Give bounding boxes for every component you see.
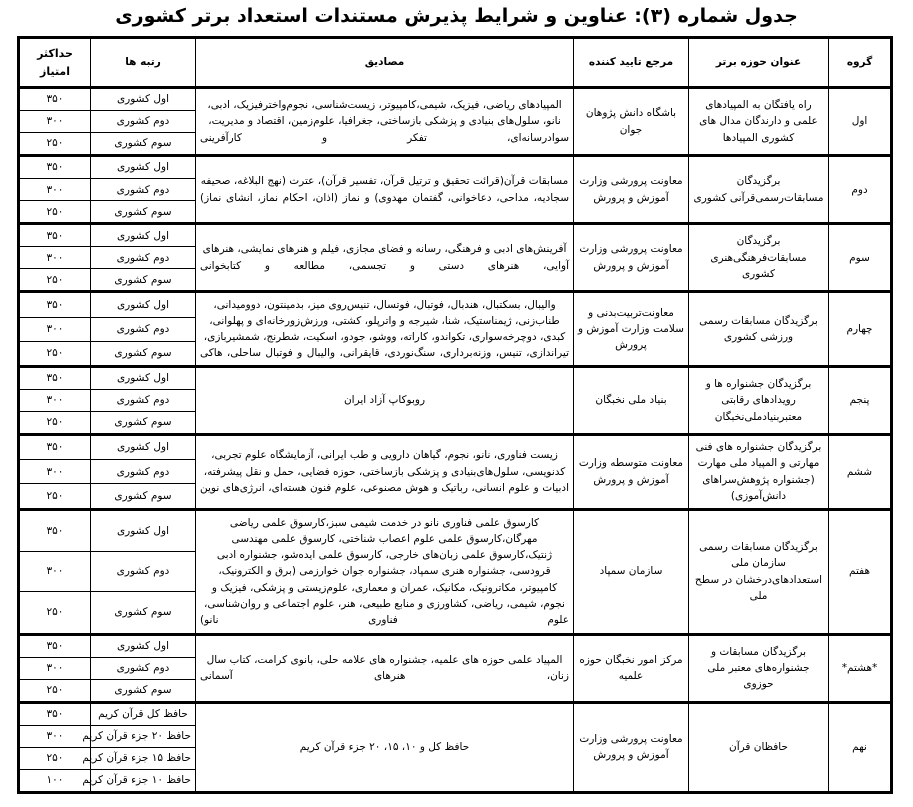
cell-group: چهارم: [829, 292, 892, 367]
cell-max-score: ۲۵۰: [19, 411, 91, 434]
table-row: [19, 292, 892, 317]
cell-field-title: حافظان قرآن: [689, 702, 829, 792]
cell-max-score: ۲۵۰: [19, 133, 91, 156]
cell-group: *هشتم*: [829, 634, 892, 702]
cell-rank: دوم کشوری: [91, 389, 196, 411]
cell-rank: اول کشوری: [91, 292, 196, 317]
cell-rank: سوم کشوری: [91, 592, 196, 634]
cell-rank: حافظ کل قرآن کریم: [91, 702, 196, 725]
cell-max-score: ۳۰۰: [19, 111, 91, 133]
cell-examples: مسابقات قرآن(قرائت تحقیق و ترتیل قرآن، تفسیر قرآن)، عترت (نهج البلاغه، صحیفه سجادیه، مداحی، دعاخوانی، گفتمان مهدوی) و نماز (اذان، احکام نماز، انشای نماز): [196, 156, 574, 224]
cell-rank: سوم کشوری: [91, 679, 196, 702]
table-row: [19, 434, 892, 459]
column-header-ranks: رتبه ها: [91, 38, 196, 88]
cell-rank: اول کشوری: [91, 634, 196, 657]
cell-rank: دوم کشوری: [91, 551, 196, 591]
cell-field-title: برگزیدگان مسابقات‌فرهنگی‌هنری کشوری: [689, 224, 829, 292]
cell-field-title: برگزیدگان جشنواره ها و رویدادهای رقابتی معتبربنیادملی‌نخبگان: [689, 366, 829, 434]
cell-max-score: ۳۰۰: [19, 657, 91, 679]
column-header-max-score: حداکثر امتیاز: [19, 38, 91, 88]
cell-field-title: برگزیدگان مسابقات‌رسمی‌قرآنی کشوری: [689, 156, 829, 224]
table-row: [19, 634, 892, 657]
column-header-group: گروه: [829, 38, 892, 88]
table-row: [19, 156, 892, 179]
cell-examples: روبوکاپ آزاد ایران: [196, 366, 574, 434]
column-header-examples: مصادیق: [196, 38, 574, 88]
table-row: [19, 702, 892, 725]
cell-max-score: ۳۰۰: [19, 460, 91, 484]
cell-rank: سوم کشوری: [91, 411, 196, 434]
cell-rank: حافظ ۱۵ جزء قرآن کریم: [91, 747, 196, 769]
cell-max-score: ۳۵۰: [19, 224, 91, 247]
cell-max-score: ۲۵۰: [19, 484, 91, 509]
cell-examples: والیبال، بسکتبال، هندبال، فوتبال، فوتسال، تنیس‌روی میز، بدمینتون، دوومیدانی، طناب‌زنی، ژیمناستیک، شنا، شیرجه و واترپلو، کشتی، ورزش‌زورخانه‌ای و پهلوانی، کبدی، دوچرخه‌سواری، تکواندو، کاراته، ووشو، جودو، اسکیت، شطرنج، شمشیربازی، تیراندازی، تنیس، وزنه‌برداری، سنگ‌نوردی، قایقرانی، والیبال و فوتبال ساحلی، هاکی: [196, 292, 574, 367]
cell-group: سوم: [829, 224, 892, 292]
table-row: [19, 366, 892, 389]
cell-rank: اول کشوری: [91, 434, 196, 459]
column-header-authority: مرجع تایید کننده: [574, 38, 689, 88]
cell-max-score: ۳۵۰: [19, 509, 91, 551]
cell-examples: زیست فناوری، نانو، نجوم، گیاهان دارویی و طب ایرانی، آزمایشگاه علوم تجربی، کدنویسی، سلول‌های‌بنیادی و پزشکی بازساختی، حوزه فضایی، حمل و نقل پیشرفته، ادبیات و علوم انسانی، رباتیک و هوش مصنوعی، علوم فنون هسته‌ای، انرژی‌های نوین: [196, 434, 574, 509]
cell-max-score: ۳۰۰: [19, 317, 91, 341]
cell-group: اول: [829, 88, 892, 156]
cell-rank: اول کشوری: [91, 88, 196, 111]
cell-max-score: ۲۵۰: [19, 747, 91, 769]
cell-approving-authority: مرکز امور نخبگان حوزه علمیه: [574, 634, 689, 702]
table-container: [20, 36, 893, 794]
cell-approving-authority: معاونت پرورشی وزارت آموزش و پرورش: [574, 224, 689, 292]
cell-rank: سوم کشوری: [91, 133, 196, 156]
cell-group: نهم: [829, 702, 892, 792]
cell-rank: دوم کشوری: [91, 317, 196, 341]
cell-max-score: ۲۵۰: [19, 679, 91, 702]
cell-rank: دوم کشوری: [91, 179, 196, 201]
cell-approving-authority: معاونت پرورشی وزارت آموزش و پرورش: [574, 156, 689, 224]
cell-rank: دوم کشوری: [91, 657, 196, 679]
table-header-row: [19, 38, 892, 88]
cell-max-score: ۳۰۰: [19, 247, 91, 269]
page-title-text: جدول شماره (۳): عناوین و شرایط پذیرش مستندات استعداد برتر کشوری: [115, 5, 798, 27]
cell-max-score: ۳۰۰: [19, 389, 91, 411]
cell-rank: اول کشوری: [91, 509, 196, 551]
cell-examples: المپیادهای ریاضی، فیزیک، شیمی،کامپیوتر، زیست‌شناسی، نجوم‌واخترفیزیک، ادبی، نانو، سلول‌های بنیادی و پزشکی بازساختی، جغرافیا، علوم‌زمین، اقتصاد و مدیریت، سوادرسانه‌ای، تفکر و کارآفرینی: [196, 88, 574, 156]
cell-max-score: ۳۵۰: [19, 634, 91, 657]
cell-group: ششم: [829, 434, 892, 509]
cell-max-score: ۳۵۰: [19, 156, 91, 179]
cell-field-title: راه یافتگان به المپیادهای علمی و دارندگان مدال های کشوری المپیادها: [689, 88, 829, 156]
cell-rank: اول کشوری: [91, 224, 196, 247]
cell-max-score: ۳۵۰: [19, 366, 91, 389]
cell-max-score: ۳۵۰: [19, 88, 91, 111]
cell-rank: دوم کشوری: [91, 111, 196, 133]
cell-max-score: ۳۵۰: [19, 434, 91, 459]
column-header-field: عنوان حوزه برتر: [689, 38, 829, 88]
cell-rank: حافظ ۲۰ جزء قرآن کریم: [91, 725, 196, 747]
cell-rank: سوم کشوری: [91, 201, 196, 224]
cell-rank: اول کشوری: [91, 366, 196, 389]
cell-rank: سوم کشوری: [91, 341, 196, 366]
cell-examples: المپیاد علمی حوزه های علمیه، جشنواره های علامه حلی، بانوی کرامت، کتاب سال زنان، هنرهای آسمانی: [196, 634, 574, 702]
cell-max-score: ۳۰۰: [19, 725, 91, 747]
cell-max-score: ۱۰۰: [19, 769, 91, 792]
cell-field-title: برگزیدگان مسابقات رسمی سازمان ملی استعدادهای‌درخشان در سطح ملی: [689, 509, 829, 634]
cell-max-score: ۲۵۰: [19, 592, 91, 634]
cell-max-score: ۳۰۰: [19, 179, 91, 201]
cell-max-score: ۳۵۰: [19, 702, 91, 725]
cell-approving-authority: معاونت‌تربیت‌بدنی و سلامت وزارت آموزش و پرورش: [574, 292, 689, 367]
cell-rank: دوم کشوری: [91, 247, 196, 269]
cell-approving-authority: بنیاد ملی نخبگان: [574, 366, 689, 434]
table-row: [19, 88, 892, 111]
table-header: [19, 38, 892, 88]
cell-approving-authority: سازمان سمپاد: [574, 509, 689, 634]
cell-examples: حافظ کل و ۱۰، ۱۵، ۲۰ جزء قرآن کریم: [196, 702, 574, 792]
cell-approving-authority: معاونت پرورشی وزارت آموزش و پرورش: [574, 702, 689, 792]
cell-rank: سوم کشوری: [91, 484, 196, 509]
cell-group: هفتم: [829, 509, 892, 634]
cell-field-title: برگزیدگان مسابقات رسمی ورزشی کشوری: [689, 292, 829, 367]
table-body: [19, 88, 892, 793]
cell-approving-authority: باشگاه دانش پژوهان جوان: [574, 88, 689, 156]
top-talent-documents-table: [17, 36, 893, 794]
cell-examples: کارسوق علمی فناوری نانو در خدمت شیمی سبز،کارسوق علمی ریاضی مهرگان،کارسوق علمی علوم اعصاب شناختی، کارسوق علمی مهندسی ژنتیک،کارسوق علمی زبان‌های خارجی، کارسوق علمی ایده‌شو، جشنواره ادبی قرودسی، جشنواره هنری سمپاد، جشنواره جوان خوارزمی (برق و الکترونیک، کامپیوتر، مکاترونیک، مکانیک، عمران و معماری، علوم‌زیستی و پزشکی، فیزیک و نجوم، شیمی، ریاضی، کشاورزی و منابع طبیعی، هنر، علوم اجتماعی و روان‌شناسی، علوم فناوری نانو): [196, 509, 574, 634]
cell-group: پنجم: [829, 366, 892, 434]
cell-rank: سوم کشوری: [91, 269, 196, 292]
cell-rank: اول کشوری: [91, 156, 196, 179]
cell-max-score: ۳۵۰: [19, 292, 91, 317]
cell-field-title: برگزیدگان مسابقات و جشنواره‌های معتبر ملی حوزوی: [689, 634, 829, 702]
page-title: [0, 0, 913, 34]
cell-max-score: ۲۵۰: [19, 201, 91, 224]
cell-max-score: ۲۵۰: [19, 269, 91, 292]
cell-examples: آفرینش‌های ادبی و فرهنگی، رسانه و فضای مجازی، فیلم و هنرهای نمایشی، هنرهای آوایی، هنرهای دستی و تجسمی، مطالعه و کتابخوانی: [196, 224, 574, 292]
cell-max-score: ۳۰۰: [19, 551, 91, 591]
table-row: [19, 224, 892, 247]
cell-approving-authority: معاونت متوسطه وزارت آموزش و پرورش: [574, 434, 689, 509]
table-row: [19, 509, 892, 551]
cell-rank: دوم کشوری: [91, 460, 196, 484]
cell-field-title: برگزیدگان جشنواره های فنی مهارتی و المپیاد ملی مهارت (جشنواره پژوهش‌سراهای دانش‌آموزی): [689, 434, 829, 509]
cell-group: دوم: [829, 156, 892, 224]
cell-max-score: ۲۵۰: [19, 341, 91, 366]
cell-rank: حافظ ۱۰ جزء قرآن کریم: [91, 769, 196, 792]
